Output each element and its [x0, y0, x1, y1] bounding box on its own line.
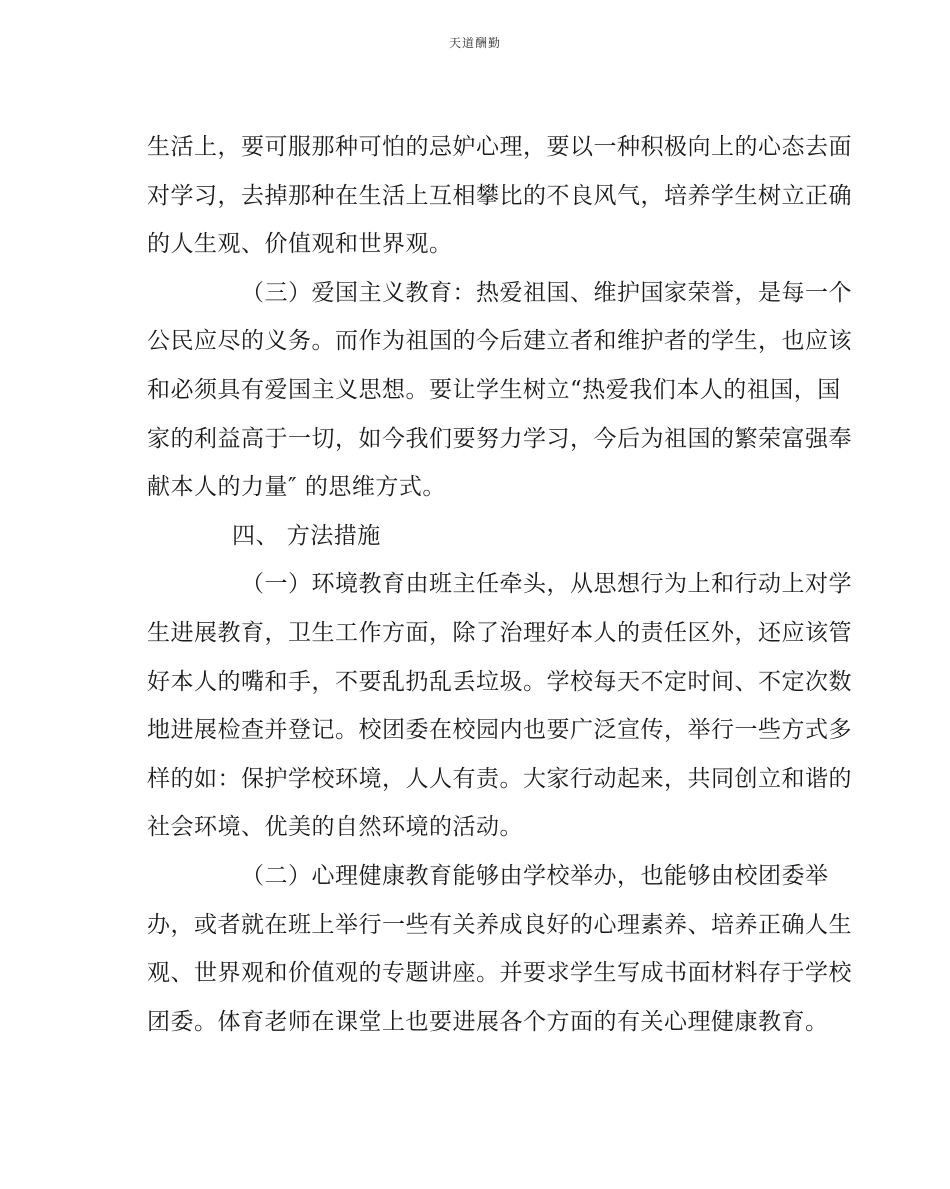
text-line: 样的如：保护学校环境，人人有责。大家行动起来，共同创立和谐的 — [147, 765, 852, 792]
paragraph-environment-education — [147, 560, 852, 852]
text-line: 和必须具有爱国主义思想。要让学生树立“热爱我们本人的祖国，国 — [147, 376, 841, 403]
text-line: 的人生观、价值观和世界观。 — [147, 231, 453, 258]
text-line: 办，或者就在班上举行一些有关养成良好的心理素养、培养正确人生 — [147, 911, 852, 938]
text-line: 对学习，去掉那种在生活上互相攀比的不良风气，培养学生树立正确 — [147, 182, 852, 209]
text-line: 生进展教育，卫生工作方面，除了治理好本人的责任区外，还应该管 — [147, 619, 852, 646]
text-line: 地进展检查并登记。校团委在校园内也要广泛宣传，举行一些方式多 — [147, 717, 852, 744]
section-heading-methods — [147, 512, 807, 561]
text-line: 公民应尽的义务。而作为祖国的今后建立者和维护者的学生，也应该 — [147, 328, 852, 355]
text-line: 好本人的嘴和手，不要乱扔乱丢垃圾。学校每天不定时间、不定次数 — [147, 668, 852, 695]
paragraph-life-attitude — [147, 123, 852, 269]
text-line: 家的利益高于一切，如今我们要努力学习，今后为祖国的繁荣富强奉 — [147, 425, 852, 452]
text-line: 献本人的力量″ 的思维方式。 — [147, 474, 446, 501]
text-line: （三）爱国主义教育：热爱祖国、维护国家荣誉，是每一个 — [241, 279, 852, 306]
paragraph-patriotism — [147, 269, 852, 512]
text-line: 生活上，要可服那种可怕的忌妒心理，要以一种积极向上的心态去面 — [147, 134, 852, 160]
heading-line: 四、 方法措施 — [232, 522, 381, 549]
text-line: 观、世界观和价值观的专题讲座。并要求学生写成书面材料存于学校 — [147, 960, 852, 987]
page-header: 天道酬勤 — [448, 36, 501, 50]
paragraph-mental-health — [147, 852, 852, 1046]
text-line: （一）环境教育由班主任牵头，从思想行为上和行动上对学 — [241, 571, 852, 598]
text-line: 团委。体育老师在课堂上也要进展各个方面的有关心理健康教育。 — [147, 1008, 829, 1035]
document-body — [147, 123, 852, 1046]
text-line: 社会环境、优美的自然环境的活动。 — [147, 814, 523, 841]
text-line: （二）心理健康教育能够由学校举办，也能够由校团委举 — [241, 862, 829, 889]
